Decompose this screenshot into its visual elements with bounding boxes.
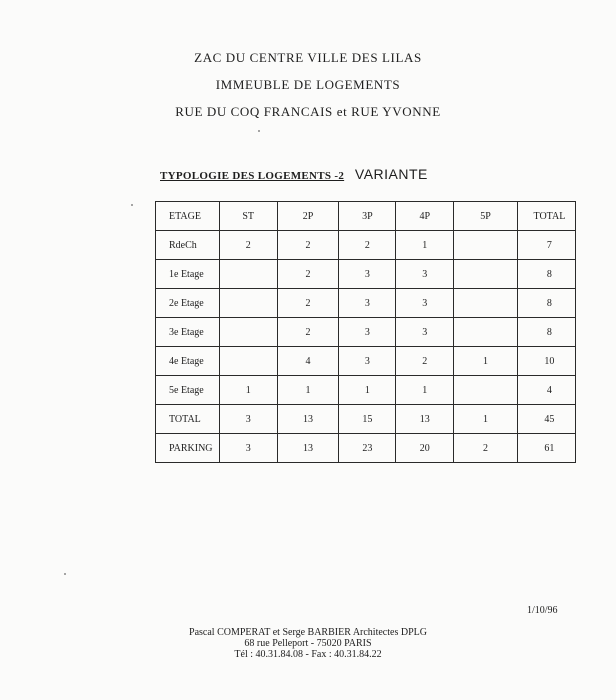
table-cell: 3 xyxy=(396,289,454,318)
table-cell: 1 xyxy=(454,405,518,434)
header-cell-st: ST xyxy=(219,202,277,231)
table-cell: 2 xyxy=(277,231,339,260)
footer-address: 68 rue Pelleport - 75020 PARIS xyxy=(244,638,372,649)
table-cell: 2 xyxy=(454,434,518,463)
table-cell: 3 xyxy=(396,318,454,347)
row-label-cell: 5e Etage xyxy=(156,376,220,405)
table-cell: 3 xyxy=(219,434,277,463)
table-cell: 8 xyxy=(517,318,575,347)
document-title: ZAC DU CENTRE VILLE DES LILAS xyxy=(194,50,422,65)
row-label-cell: 1e Etage xyxy=(156,260,220,289)
table-cell: 2 xyxy=(277,289,339,318)
header-cell-3p: 3P xyxy=(339,202,396,231)
table-cell: 7 xyxy=(517,231,575,260)
table-cell xyxy=(454,318,518,347)
row-label-cell: 3e Etage xyxy=(156,318,220,347)
table-cell xyxy=(219,289,277,318)
section-variant-label: VARIANTE xyxy=(354,166,428,182)
table-cell: 13 xyxy=(277,405,339,434)
table-cell: 3 xyxy=(396,260,454,289)
scan-speck xyxy=(258,130,260,132)
table-cell: 1 xyxy=(339,376,396,405)
section-heading xyxy=(160,166,428,182)
table-cell: 3 xyxy=(339,260,396,289)
table-total-row xyxy=(156,405,576,434)
table-cell xyxy=(219,260,277,289)
document-date: 1/10/96 xyxy=(527,605,558,616)
table-cell: 23 xyxy=(339,434,396,463)
table-cell xyxy=(454,376,518,405)
row-label-cell: 2e Etage xyxy=(156,289,220,318)
row-label-cell: RdeCh xyxy=(156,231,220,260)
document-address: RUE DU COQ FRANCAIS et RUE YVONNE xyxy=(175,104,441,119)
table-parking-row xyxy=(156,434,576,463)
table-header-row xyxy=(156,202,576,231)
table-cell: 2 xyxy=(396,347,454,376)
table-cell: 1 xyxy=(396,231,454,260)
table-row xyxy=(156,376,576,405)
table-cell: 2 xyxy=(219,231,277,260)
table-cell xyxy=(219,347,277,376)
table-row xyxy=(156,289,576,318)
table-cell xyxy=(454,260,518,289)
scan-speck xyxy=(64,573,66,575)
header-cell-4p: 4P xyxy=(396,202,454,231)
document-subtitle: IMMEUBLE DE LOGEMENTS xyxy=(215,77,401,92)
table-cell: 8 xyxy=(517,260,575,289)
row-label-cell: 4e Etage xyxy=(156,347,220,376)
table-cell xyxy=(219,318,277,347)
table-cell: 15 xyxy=(339,405,396,434)
header-cell-2p: 2P xyxy=(277,202,339,231)
table-cell: 2 xyxy=(277,318,339,347)
section-title: TYPOLOGIE DES LOGEMENTS -2 xyxy=(160,170,345,182)
table-cell: 1 xyxy=(454,347,518,376)
table-row xyxy=(156,318,576,347)
table-cell: 13 xyxy=(396,405,454,434)
table-row xyxy=(156,231,576,260)
table-cell: 61 xyxy=(517,434,575,463)
row-label-cell: PARKING xyxy=(156,434,220,463)
table-cell xyxy=(454,231,518,260)
table-row xyxy=(156,260,576,289)
footer-architects: Pascal COMPERAT et Serge BARBIER Architectes DPLG xyxy=(189,627,427,638)
table-cell: 3 xyxy=(339,289,396,318)
table-cell: 13 xyxy=(277,434,339,463)
table-cell: 1 xyxy=(219,376,277,405)
table-cell: 1 xyxy=(396,376,454,405)
table-cell: 20 xyxy=(396,434,454,463)
table-cell: 1 xyxy=(277,376,339,405)
header-cell-etage: ETAGE xyxy=(156,202,220,231)
typology-table xyxy=(155,201,576,463)
table-cell xyxy=(454,289,518,318)
table-cell: 4 xyxy=(517,376,575,405)
table-cell: 2 xyxy=(277,260,339,289)
table-cell: 3 xyxy=(219,405,277,434)
scan-speck xyxy=(131,204,133,206)
row-label-cell: TOTAL xyxy=(156,405,220,434)
table-cell: 10 xyxy=(517,347,575,376)
footer xyxy=(0,627,616,660)
header-cell-total: TOTAL xyxy=(517,202,575,231)
table-cell: 3 xyxy=(339,347,396,376)
table-cell: 45 xyxy=(517,405,575,434)
header-cell-5p: 5P xyxy=(454,202,518,231)
table-row xyxy=(156,347,576,376)
footer-contact: Tél : 40.31.84.08 - Fax : 40.31.84.22 xyxy=(234,649,382,660)
table-cell: 3 xyxy=(339,318,396,347)
table-cell: 2 xyxy=(339,231,396,260)
table-cell: 8 xyxy=(517,289,575,318)
table-cell: 4 xyxy=(277,347,339,376)
